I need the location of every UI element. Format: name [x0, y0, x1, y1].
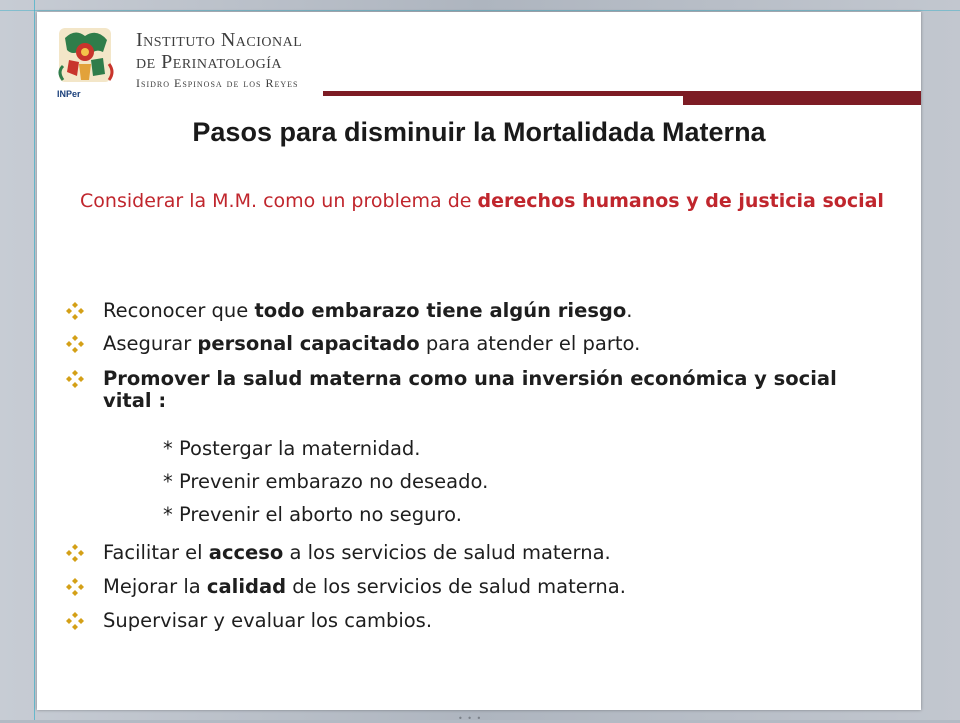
four-diamond-bullet-icon: [65, 577, 85, 597]
item-text-bold: acceso: [208, 541, 284, 564]
slide-subtitle: [77, 190, 887, 212]
item-text-bold: personal capacitado: [197, 332, 420, 355]
subtitle-regular: Considerar la M.M. como un problema de: [80, 190, 478, 212]
guide-line-top: [0, 10, 960, 11]
slide-indicator-dots[interactable]: • • •: [458, 714, 483, 723]
four-diamond-bullet-icon: [65, 369, 85, 389]
item-text: Asegurar: [103, 332, 198, 355]
item-text-end: para atender el parto.: [419, 332, 641, 355]
institution-line1: Instituto Nacional: [136, 29, 303, 51]
institution-name: [136, 29, 302, 91]
item-text: Mejorar la: [103, 575, 207, 598]
item-text: Reconocer que: [103, 299, 255, 322]
inper-logo-icon: [51, 22, 121, 102]
slide-title: Pasos para disminuir la Mortalidada Materna: [192, 117, 766, 147]
accent-bar-thick: [683, 91, 921, 105]
institution-line2: de Perinatología: [136, 51, 282, 73]
item-text: * Prevenir el aborto no seguro.: [163, 503, 462, 526]
institution-line3: Isidro Espinosa de los Reyes: [136, 76, 299, 90]
item-text: Facilitar el: [103, 541, 209, 564]
item-text-end: a los servicios de salud materna.: [283, 541, 611, 564]
item-text-end: .: [626, 299, 633, 322]
subtitle-bold: derechos humanos y de justicia social: [477, 190, 884, 212]
guide-line-left: [34, 0, 35, 720]
item-text: Supervisar y evaluar los cambios.: [103, 609, 433, 632]
item-text-bold: todo embarazo tiene algún riesgo: [254, 299, 627, 322]
four-diamond-bullet-icon: [65, 301, 85, 321]
slide[interactable]: [37, 12, 921, 710]
item-text: * Postergar la maternidad.: [163, 437, 421, 460]
item-text-bold: Promover la salud materna como una inversión económica y social vital :: [103, 367, 837, 412]
item-text-end: de los servicios de salud materna.: [286, 575, 626, 598]
item-text: * Prevenir embarazo no deseado.: [163, 470, 489, 493]
accent-bar-thin: [323, 91, 683, 96]
item-text-bold: calidad: [206, 575, 287, 598]
logo-caption: INPer: [57, 89, 81, 99]
four-diamond-bullet-icon: [65, 611, 85, 631]
four-diamond-bullet-icon: [65, 543, 85, 563]
four-diamond-bullet-icon: [65, 334, 85, 354]
